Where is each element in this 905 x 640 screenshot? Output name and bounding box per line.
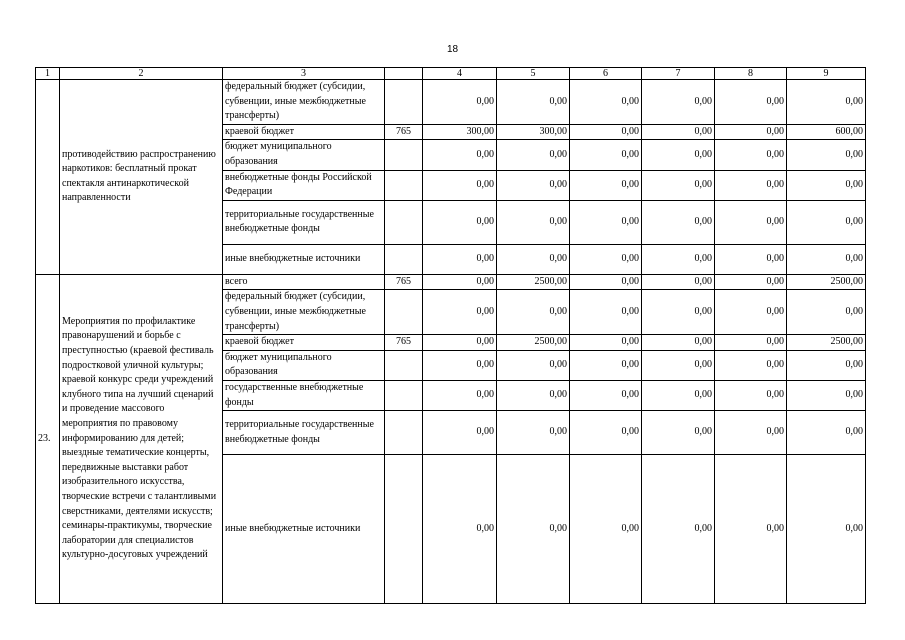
- value-cell: 0,00: [787, 380, 866, 410]
- value-cell: 0,00: [423, 274, 497, 290]
- value-cell: 2500,00: [787, 335, 866, 351]
- value-cell: 0,00: [642, 455, 715, 604]
- table-row: [36, 80, 866, 125]
- value-cell: 2500,00: [497, 335, 570, 351]
- value-cell: 0,00: [423, 350, 497, 380]
- value-cell: 0,00: [642, 380, 715, 410]
- column-header: 5: [497, 68, 570, 80]
- value-cell: 0,00: [642, 124, 715, 140]
- budget-code: [385, 170, 423, 200]
- value-cell: 0,00: [423, 80, 497, 125]
- funding-source: краевой бюджет: [223, 335, 385, 351]
- value-cell: 0,00: [787, 244, 866, 274]
- funding-source: бюджет муниципального образования: [223, 350, 385, 380]
- value-cell: 0,00: [497, 140, 570, 170]
- value-cell: 0,00: [642, 411, 715, 455]
- page-number: 18: [446, 44, 459, 55]
- value-cell: 0,00: [715, 274, 787, 290]
- value-cell: 0,00: [570, 80, 642, 125]
- budget-code: [385, 455, 423, 604]
- value-cell: 0,00: [642, 140, 715, 170]
- value-cell: 0,00: [642, 80, 715, 125]
- value-cell: 0,00: [642, 350, 715, 380]
- value-cell: 0,00: [715, 170, 787, 200]
- budget-code: 765: [385, 124, 423, 140]
- value-cell: 0,00: [423, 170, 497, 200]
- value-cell: 0,00: [497, 380, 570, 410]
- value-cell: 0,00: [497, 455, 570, 604]
- value-cell: 0,00: [715, 124, 787, 140]
- value-cell: 600,00: [787, 124, 866, 140]
- value-cell: 0,00: [423, 455, 497, 604]
- value-cell: 0,00: [715, 80, 787, 125]
- budget-code: [385, 244, 423, 274]
- value-cell: 0,00: [715, 244, 787, 274]
- value-cell: 0,00: [570, 335, 642, 351]
- value-cell: 0,00: [642, 170, 715, 200]
- value-cell: 0,00: [642, 244, 715, 274]
- value-cell: 0,00: [570, 350, 642, 380]
- funding-source: территориальные государственные внебюджетные фонды: [223, 200, 385, 244]
- funding-source: краевой бюджет: [223, 124, 385, 140]
- value-cell: 0,00: [423, 335, 497, 351]
- column-header: 9: [787, 68, 866, 80]
- budget-code: [385, 380, 423, 410]
- budget-code: [385, 200, 423, 244]
- value-cell: 0,00: [497, 80, 570, 125]
- column-header: 7: [642, 68, 715, 80]
- value-cell: 0,00: [497, 411, 570, 455]
- value-cell: 0,00: [787, 80, 866, 125]
- funding-source: внебюджетные фонды Российской Федерации: [223, 170, 385, 200]
- value-cell: 0,00: [787, 411, 866, 455]
- column-header: [385, 68, 423, 80]
- value-cell: 0,00: [715, 411, 787, 455]
- value-cell: 0,00: [715, 335, 787, 351]
- column-header: 4: [423, 68, 497, 80]
- budget-code: 765: [385, 274, 423, 290]
- column-header: 8: [715, 68, 787, 80]
- value-cell: 0,00: [423, 200, 497, 244]
- value-cell: 2500,00: [497, 274, 570, 290]
- value-cell: 0,00: [787, 290, 866, 335]
- value-cell: 0,00: [642, 335, 715, 351]
- value-cell: 0,00: [497, 244, 570, 274]
- budget-table: [35, 67, 866, 604]
- value-cell: 0,00: [715, 380, 787, 410]
- funding-source: федеральный бюджет (субсидии, субвенции, иные межбюджетные трансферты): [223, 80, 385, 125]
- value-cell: 0,00: [497, 290, 570, 335]
- value-cell: 0,00: [570, 455, 642, 604]
- value-cell: 0,00: [715, 455, 787, 604]
- item-number: 23.: [36, 274, 60, 603]
- value-cell: 0,00: [497, 170, 570, 200]
- value-cell: 0,00: [787, 350, 866, 380]
- table-row: [36, 274, 866, 290]
- value-cell: 0,00: [787, 200, 866, 244]
- value-cell: 0,00: [423, 140, 497, 170]
- value-cell: 0,00: [642, 290, 715, 335]
- budget-code: [385, 350, 423, 380]
- item-description: противодействию распространению наркотиков: бесплатный прокат спектакля антинаркотической направленности: [60, 80, 223, 275]
- value-cell: 0,00: [715, 200, 787, 244]
- value-cell: 0,00: [497, 200, 570, 244]
- column-header: 1: [36, 68, 60, 80]
- budget-code: [385, 140, 423, 170]
- funding-source: бюджет муниципального образования: [223, 140, 385, 170]
- value-cell: 300,00: [423, 124, 497, 140]
- value-cell: 0,00: [423, 244, 497, 274]
- value-cell: 0,00: [570, 124, 642, 140]
- value-cell: 0,00: [570, 290, 642, 335]
- value-cell: 0,00: [787, 455, 866, 604]
- value-cell: 0,00: [642, 274, 715, 290]
- funding-source: государственные внебюджетные фонды: [223, 380, 385, 410]
- value-cell: 300,00: [497, 124, 570, 140]
- value-cell: 0,00: [423, 411, 497, 455]
- budget-code: [385, 80, 423, 125]
- value-cell: 0,00: [570, 411, 642, 455]
- value-cell: 0,00: [423, 290, 497, 335]
- value-cell: 0,00: [715, 290, 787, 335]
- value-cell: 0,00: [570, 380, 642, 410]
- value-cell: 0,00: [787, 140, 866, 170]
- value-cell: 0,00: [423, 380, 497, 410]
- column-number-row: [36, 68, 866, 80]
- value-cell: 0,00: [570, 274, 642, 290]
- value-cell: 0,00: [715, 350, 787, 380]
- column-header: 3: [223, 68, 385, 80]
- funding-source: всего: [223, 274, 385, 290]
- value-cell: 0,00: [570, 140, 642, 170]
- value-cell: 0,00: [715, 140, 787, 170]
- value-cell: 0,00: [570, 244, 642, 274]
- value-cell: 0,00: [787, 170, 866, 200]
- budget-code: [385, 290, 423, 335]
- value-cell: 0,00: [642, 200, 715, 244]
- item-description: Мероприятия по профилактике правонарушений и борьбе с преступностью (краевой фестиваль подростковой уличной культуры; краевой конкурс среди учреждений клубного типа на лучший сценарий и проведение массового мероприятия по правовому информированию для детей; выездные тематические концерты, передвижные выставки работ изобразительного искусства, творческие встречи с талантливыми сверстниками, деятелями искусств; семинары-практикумы, творческие лаборатории для специалистов культурно-досуговых учреждений: [60, 274, 223, 603]
- value-cell: 2500,00: [787, 274, 866, 290]
- item-number: [36, 80, 60, 275]
- value-cell: 0,00: [570, 170, 642, 200]
- column-header: 6: [570, 68, 642, 80]
- column-header: 2: [60, 68, 223, 80]
- funding-source: территориальные государственные внебюджетные фонды: [223, 411, 385, 455]
- value-cell: 0,00: [570, 200, 642, 244]
- funding-source: федеральный бюджет (субсидии, субвенции, иные межбюджетные трансферты): [223, 290, 385, 335]
- budget-code: [385, 411, 423, 455]
- funding-source: иные внебюджетные источники: [223, 455, 385, 604]
- funding-source: иные внебюджетные источники: [223, 244, 385, 274]
- value-cell: 0,00: [497, 350, 570, 380]
- budget-code: 765: [385, 335, 423, 351]
